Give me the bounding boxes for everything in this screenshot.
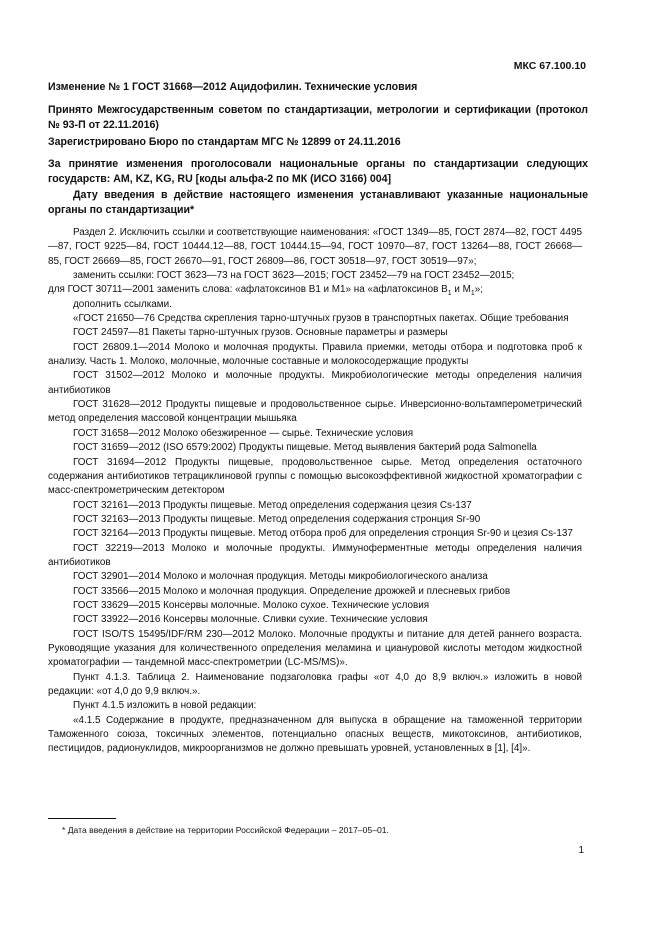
paragraph: заменить ссылки: ГОСТ 3623—73 на ГОСТ 3623—2015; ГОСТ 23452—79 на ГОСТ 23452—2015; xyxy=(73,270,515,282)
text-run: и М xyxy=(451,284,471,296)
text-run: для ГОСТ 30711—2001 заменить слова: «афлатоксинов В1 и М1» на «афлатоксинов В xyxy=(48,284,448,296)
paragraph: ГОСТ 26809.1—2014 Молоко и молочная продукты. Правила приемки, методы отбора и подготовка проб к анализу. Часть 1. Молоко, молочные, молочные составные и молокосодержащие продукты xyxy=(48,341,582,368)
mks-code: МКС 67.100.10 xyxy=(513,60,586,72)
subscript: 1 xyxy=(470,290,475,298)
amendment-title: Изменение № 1 ГОСТ 31668—2012 Ацидофилин. Технические условия xyxy=(48,81,418,93)
paragraph: дополнить ссылками. xyxy=(73,298,172,310)
paragraph: Раздел 2. Исключить ссылки и соответствующие наименования: «ГОСТ 1349—85, ГОСТ 2874—82, ГОСТ 4495—87, ГОСТ 9225—84, ГОСТ 10444.12—88, ГОСТ 10444.15—94, ГОСТ 10970—87, ГОСТ 13264—88, ГОСТ 26668—85, ГОСТ 26669—85, ГОСТ 26670—91, ГОСТ 26809—86, ГОСТ 30518—97, ГОСТ 30519—97»; xyxy=(48,227,582,267)
registration-statement: Зарегистрировано Бюро по стандартам МГС № 12899 от 24.11.2016 xyxy=(48,136,401,148)
paragraph: Пункт 4.1.3. Таблица 2. Наименование подзаголовка графы «от 4,0 до 8,9 включ.» изложить в новой редакции: «от 4,0 до 9,9 включ.». xyxy=(48,671,582,697)
page-number: 1 xyxy=(578,845,584,856)
paragraph: ГОСТ 31628—2012 Продукты пищевые и продовольственное сырье. Инверсионно-вольтамперометрический метод определения массовой концентрации мышьяка xyxy=(48,399,582,425)
paragraph: ГОСТ 32901—2014 Молоко и молочная продукция. Методы микробиологического анализа xyxy=(73,571,488,583)
paragraph: ГОСТ 31502—2012 Молоко и молочные продукты. Микробиологические методы определения наличия антибиотиков xyxy=(48,370,582,396)
paragraph: ГОСТ 33922—2016 Консервы молочные. Сливки сухие. Технические условия xyxy=(73,614,428,626)
intro-date-statement: Дату введения в действие настоящего изменения устанавливают указанные национальные органы по стандартизации* xyxy=(48,189,588,217)
paragraph: ГОСТ 33629—2015 Консервы молочные. Молоко сухое. Технические условия xyxy=(73,599,430,611)
paragraph: «ГОСТ 21650—76 Средства скрепления тарно-штучных грузов в транспортных пакетах. Общие требования xyxy=(73,313,569,325)
paragraph: ГОСТ 32163—2013 Продукты пищевые. Метод определения содержания стронция Sr-90 xyxy=(73,513,481,525)
paragraph: ГОСТ 31658—2012 Молоко обезжиренное — сырье. Технические условия xyxy=(73,427,414,439)
paragraph: «4.1.5 Содержание в продукте, предназначенном для выпуска в обращение на таможенной территории Таможенного союза, токсичных элементов, потенциально опасных веществ, микотоксинов, антибиотиков, пестицидов, радионуклидов, микроорганизмов не должно превышать уровней, установленных в [1], [4]». xyxy=(48,714,582,755)
footnote: * Дата введения в действие на территории Российской Федерации – 2017–05–01. xyxy=(62,825,389,835)
subscript: 1 xyxy=(447,290,452,298)
voting-statement: За принятие изменения проголосовали национальные органы по стандартизации следующих государств: AM, KZ, KG, RU [коды альфа-2 по МК (ИСО 3166) 004] xyxy=(48,158,588,186)
footnote-divider xyxy=(48,818,116,819)
text-run: »; xyxy=(474,284,483,296)
paragraph: ГОСТ 32161—2013 Продукты пищевые. Метод определения содержания цезия Cs-137 xyxy=(73,499,472,511)
paragraph: ГОСТ 31659—2012 (ISO 6579:2002) Продукты пищевые. Метод выявления бактерий рода Salmonella xyxy=(73,442,537,454)
paragraph: ГОСТ ISO/TS 15495/IDF/RM 230—2012 Молоко. Молочные продукты и питание для детей раннего возраста. Руководящие указания для количественного определения меламина и циануровой кислоты методом жидкостной хроматографии — тандемной масс-спектрометрии (LC-MS/MS)». xyxy=(48,628,582,669)
paragraph: ГОСТ 33566—2015 Молоко и молочная продукция. Определение дрожжей и плесневых грибов xyxy=(73,585,511,597)
paragraph: Пункт 4.1.5 изложить в новой редакции: xyxy=(73,700,257,712)
paragraph: ГОСТ 32164—2013 Продукты пищевые. Метод отбора проб для определения стронция Sr-90 и цезия Cs-137 xyxy=(73,528,573,540)
paragraph: ГОСТ 31694—2012 Продукты пищевые, продовольственное сырье. Метод определения остаточного содержания антибиотиков тетрациклиновой группы с помощью высокоэффективной жидкостной хроматографии с масс-спектрометрическим детектором xyxy=(48,456,582,497)
paragraph xyxy=(48,283,582,297)
paragraph: ГОСТ 24597—81 Пакеты тарно-штучных грузов. Основные параметры и размеры xyxy=(73,327,448,339)
amendment-body xyxy=(48,226,582,757)
adopted-statement: Принято Межгосударственным советом по стандартизации, метрологии и сертификации (протокол № 93-П от 22.11.2016) xyxy=(48,104,588,132)
paragraph: ГОСТ 32219—2013 Молоко и молочные продукты. Иммуноферментные методы определения наличия антибиотиков xyxy=(48,542,582,568)
